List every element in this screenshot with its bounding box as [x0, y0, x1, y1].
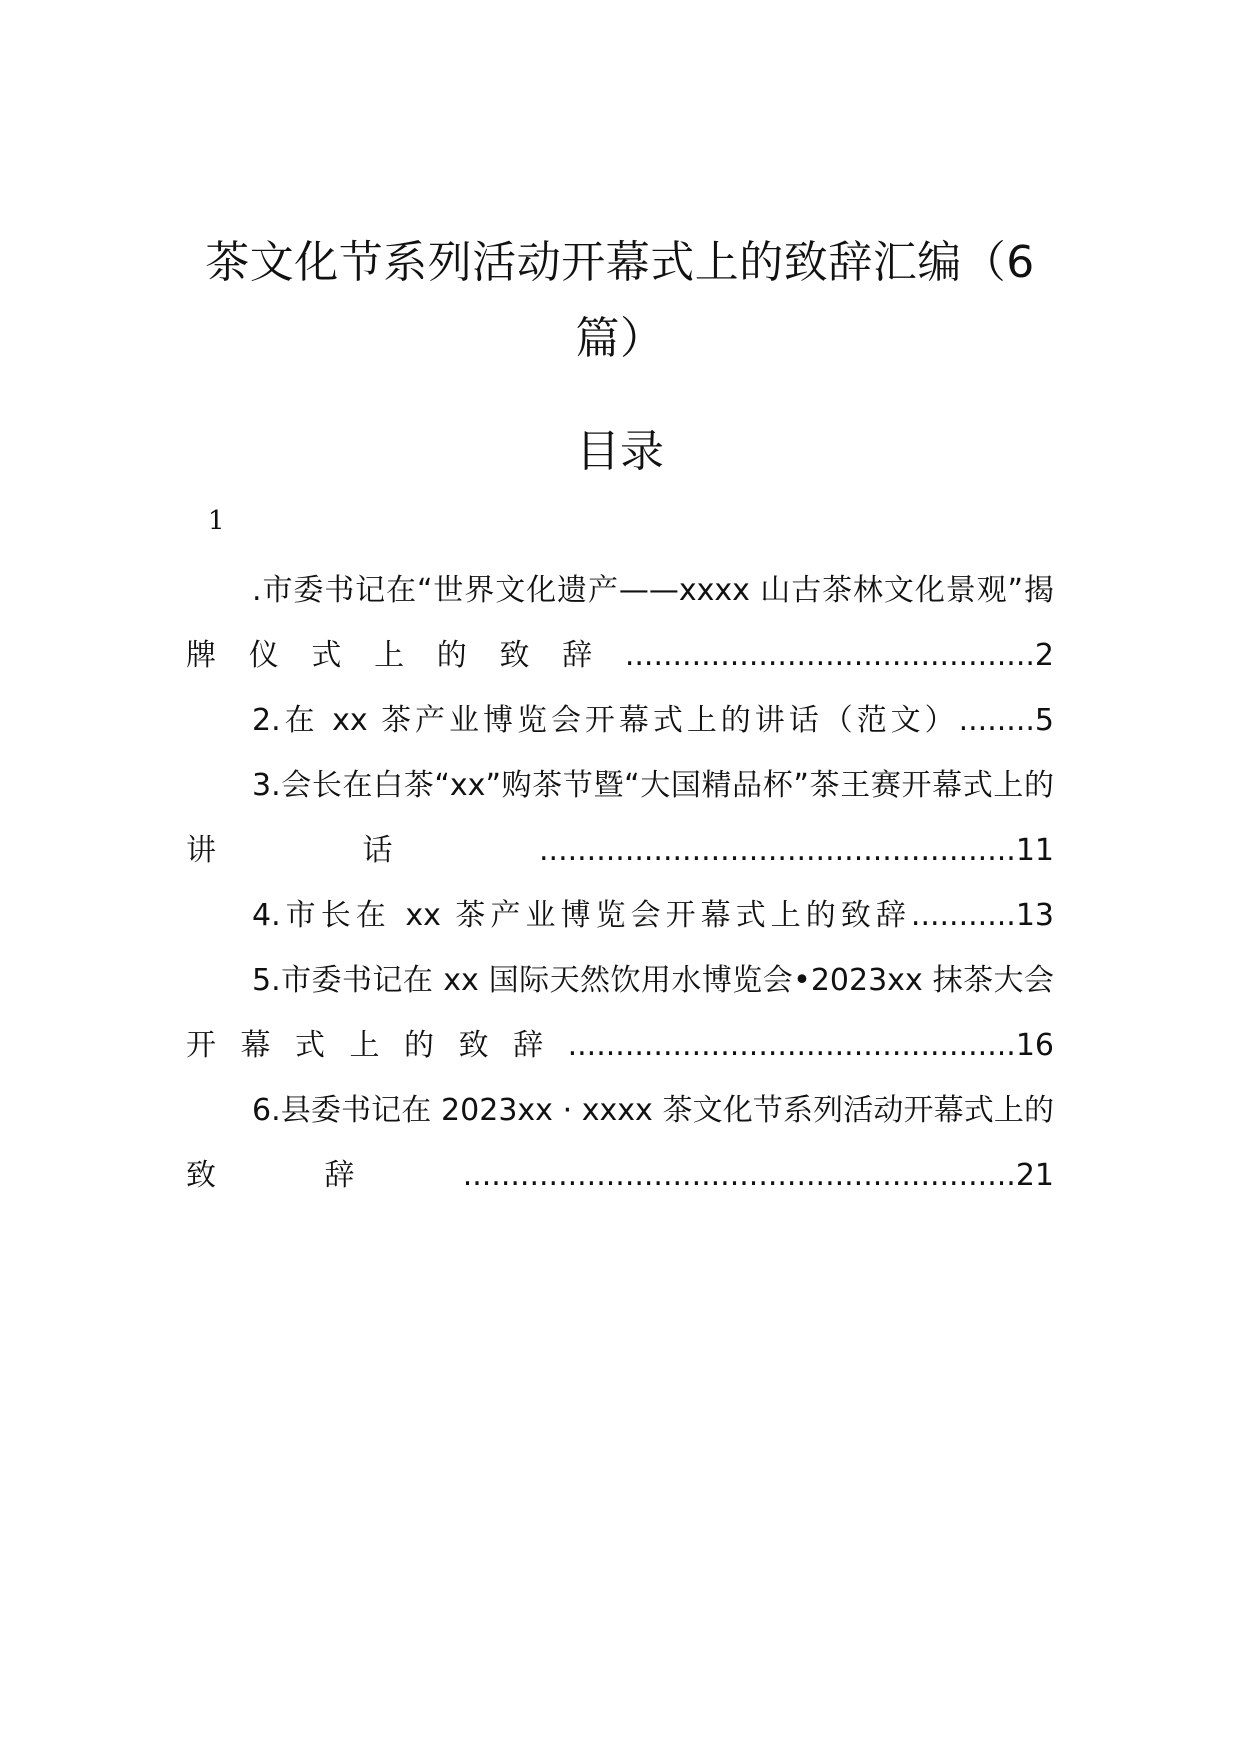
toc-entry[interactable]: [186, 688, 1054, 753]
toc-entry-text: 4.市长在 xx 茶产业博览会开幕式上的致辞: [252, 898, 911, 933]
toc-leader-dots: ..........................................................: [462, 1158, 1016, 1193]
toc-entry-text: .市委书记在“世界文化遗产——xxxx 山古茶林文化景观”揭牌仪式上的致辞: [186, 573, 1054, 673]
toc-leader-dots: ...........: [910, 898, 1016, 933]
toc-entry[interactable]: [186, 558, 1054, 688]
table-of-contents: [186, 558, 1054, 1208]
toc-leader-dots: ........: [958, 703, 1035, 738]
toc-entry-text: 2.在 xx 茶产业博览会开幕式上的讲话（范文）: [252, 703, 959, 738]
toc-page-number: 16: [1015, 1028, 1054, 1063]
stray-page-number: 1: [208, 506, 225, 536]
toc-entry[interactable]: [186, 948, 1054, 1078]
toc-entry[interactable]: [186, 883, 1054, 948]
toc-page-number: 2: [1034, 638, 1054, 673]
toc-entry-text: 6.县委书记在 2023xx · xxxx 茶文化节系列活动开幕式上的致辞: [186, 1093, 1054, 1193]
toc-page-number: 13: [1015, 898, 1054, 933]
toc-page-number: 11: [1015, 833, 1054, 868]
toc-page-number: 21: [1015, 1158, 1054, 1193]
toc-entry-text: 3.会长在白茶“xx”购茶节暨“大国精品杯”茶王赛开幕式上的讲话: [186, 768, 1054, 868]
toc-leader-dots: ...........................................: [624, 638, 1035, 673]
toc-leader-dots: ..................................................: [539, 833, 1016, 868]
toc-entry[interactable]: [186, 753, 1054, 883]
toc-heading: 目录: [576, 426, 664, 477]
toc-entry[interactable]: [186, 1078, 1054, 1208]
toc-page-number: 5: [1034, 703, 1054, 738]
toc-entry-text: 5.市委书记在 xx 国际天然饮用水博览会•2023xx 抹茶大会开幕式上的致辞: [186, 963, 1054, 1063]
toc-leader-dots: ...............................................: [567, 1028, 1016, 1063]
document-title: 茶文化节系列活动开幕式上的致辞汇编（6篇）: [205, 237, 1035, 364]
